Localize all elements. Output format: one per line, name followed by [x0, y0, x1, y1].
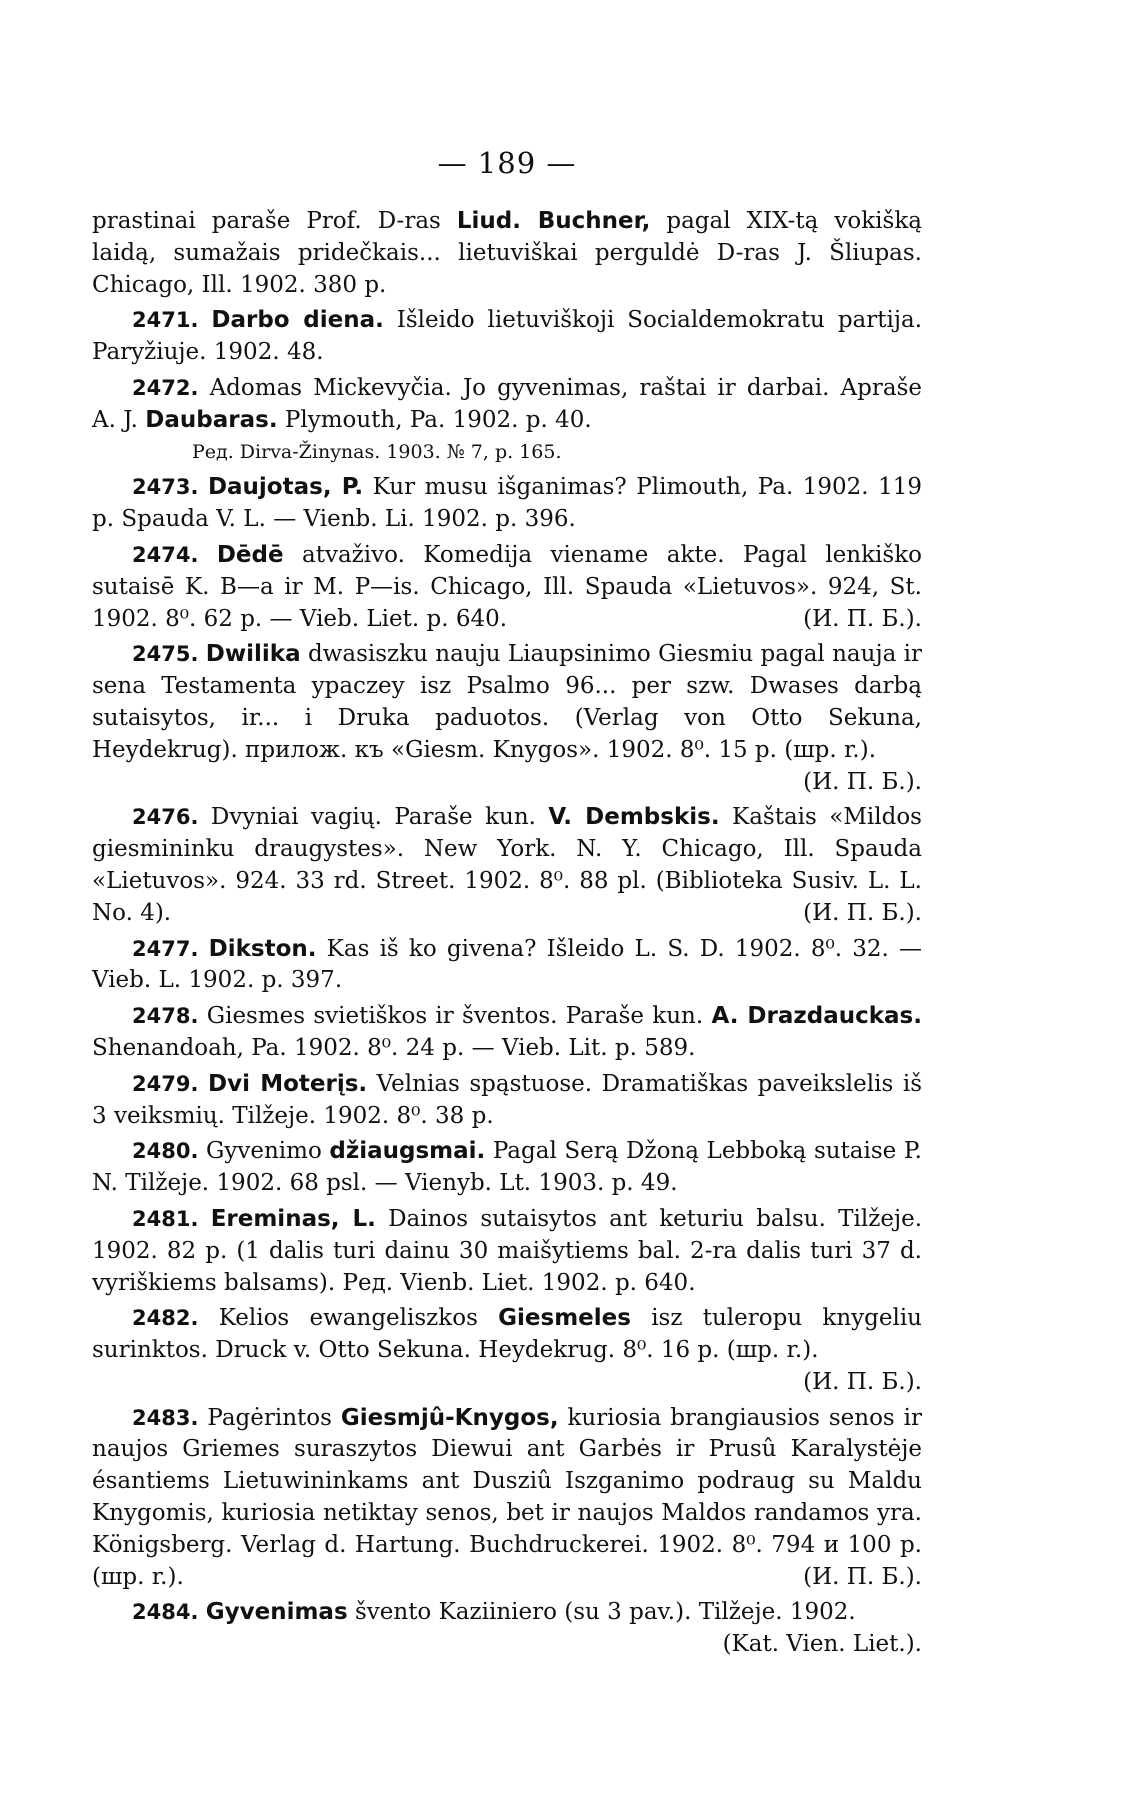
entry-text: Velnias spąstuose. Dramatiškas paveikslelis iš 3 veiksmių. Tilžeje. 1902. 8⁰. 38 p. [92, 1070, 922, 1129]
entry-pre: Gyvenimo [198, 1138, 330, 1165]
entry-2478 [92, 1001, 922, 1065]
entry-text: švento Kaziiniero (su 3 pav.). Tilžeje. 1902. [347, 1599, 856, 1626]
entry-2476 [92, 802, 922, 929]
entry-pre: Dvyniai vagių. Paraše kun. [198, 804, 549, 831]
entry-source-tag: (И. П. Б.). [803, 768, 922, 795]
entry-number: 2476. [132, 805, 199, 830]
entry-number: 2480. [132, 1139, 199, 1164]
entry-text: Shenandoah, Pa. 1902. 8⁰. 24 p. — Vieb. Lit. p. 589. [92, 1034, 696, 1061]
bibliography-text [92, 206, 922, 1661]
entry-2475 [92, 639, 922, 798]
entry-pre: Pagėrintos [198, 1404, 341, 1431]
entry-reference: Ред. Dirva-Žinynas. 1903. № 7, p. 165. [192, 440, 562, 463]
entry-2482 [92, 1303, 922, 1398]
entry-text: kuriosia brangiausios senos ir naujos Griemes suraszytos Diewui ant Garbės ir Prusû Karalystėje ésantiems Lietuwininkams ant Dusziû Iszganimo podraug su Maldu Knygomis, kuriosia netiktay senos, bet ir naujos Maldos randamos yra. Königsberg. Verlag d. Hartung. Buchdruckerei. 1902. 8⁰. 794 и 100 p. (шр. r.). [92, 1404, 923, 1590]
lead-text-1: prastinai paraše Prof. D-ras [92, 208, 457, 234]
entry-2484 [92, 1597, 922, 1658]
entry-text: Pagal Serą Džoną Lebboką sutaise P. N. Tilžeje. 1902. 68 psl. — Vienyb. Lt. 1903. p. 49. [92, 1138, 922, 1197]
entry-number: 2473. [132, 475, 199, 500]
entry-2481 [92, 1204, 922, 1299]
entry-title: Gyvenimas [205, 1599, 348, 1626]
page-number: — 189 — [437, 146, 577, 180]
entry-title: Daubaras. [145, 406, 278, 433]
entry-2471 [92, 305, 922, 369]
entry-2472 [92, 373, 922, 468]
entry-title: Dwilika [205, 641, 301, 668]
entry-pre: Giesmes svietiškos ir šventos. Paraše kun. [198, 1003, 712, 1030]
entry-source-tag: (И. П. Б.). [803, 605, 922, 632]
entry-text: Plymouth, Pa. 1902. p. 40. [277, 406, 592, 433]
lead-paragraph [92, 206, 922, 301]
entry-title: džiaugsmai. [329, 1138, 486, 1165]
entry-number: 2482. [132, 1306, 199, 1331]
entry-text: dwasiszku nauju Liaupsinimo Giesmiu pagal nauja ir sena Testamenta ypaczey isz Psalmo 96... per szw. Dwases darbą sutaisytos, ir... i Druka paduotos. (Verlag von Otto Sekuna, Heydekrug). прилож. къ «Giesm. Knygos». 1902. 8⁰. 15 p. (шр. r.). [92, 641, 922, 763]
lead-text-2: pagal XIX-tą vokišką laidą, sumažais pridečkais... lietuviškai perguldė D-ras J. Šliupas. Chicago, Ill. 1902. 380 p. [92, 208, 922, 298]
entry-text: Kur musu išganimas? Plimouth, Pa. 1902. 119 p. Spauda V. L. — Vienb. Li. 1902. p. 396. [92, 474, 922, 533]
entry-title: Dvi Moterįs. [207, 1070, 368, 1097]
entry-number: 2481. [132, 1206, 199, 1231]
entry-title: A. Drazdauckas. [711, 1003, 922, 1030]
entry-text: atvaživo. Komedija viename akte. Pagal lenkiško sutaisē K. B—a ir M. P—is. Chicago, Ill. Spauda «Lietuvos». 924, St. 1902. 8⁰. 62 p. — Vieb. Liet. p. 640. [92, 541, 922, 632]
entry-title: Daujotas, P. [207, 474, 364, 501]
entry-source-tag: (Kat. Vien. Liet.). [722, 1631, 922, 1658]
entry-2473 [92, 472, 922, 536]
entry-number: 2475. [132, 642, 199, 667]
entry-number: 2472. [132, 375, 199, 400]
entry-2480 [92, 1136, 922, 1200]
entry-number: 2479. [132, 1071, 199, 1096]
entry-number: 2484. [132, 1600, 199, 1625]
entry-title: Giesmeles [498, 1305, 631, 1332]
entry-source-tag: (И. П. Б.). [803, 1368, 922, 1395]
entry-text: Kas iš ko givena? Išleido L. S. D. 1902. 8⁰. 32. — Vieb. L. 1902. p. 397. [92, 935, 923, 994]
entry-text: Kaštais «Mildos giesmininku draugystes». New York. N. Y. Chicago, Ill. Spauda «Lietuvos». 924. 33 rd. Street. 1902. 8⁰. 88 pl. (Biblioteka Susiv. L. L. No. 4). [92, 804, 922, 926]
entry-text: isz tuleropu knygeliu surinktos. Druck v. Otto Sekuna. Heydekrug. 8⁰. 16 p. (шр. r.). [92, 1305, 922, 1364]
entry-pre: Adomas Mickevyčia. Jo gyvenimas, raštai ir darbai. Apraše A. J. [92, 374, 922, 433]
entry-title: V. Dembskis. [548, 804, 720, 831]
entry-text: Dainos sutaisytos ant keturiu balsu. Tilžeje. 1902. 82 p. (1 dalis turi dainu 30 maišytiems bal. 2-ra dalis turi 37 d. vyriškiems balsams). Ред. Vienb. Liet. 1902. p. 640. [92, 1205, 923, 1296]
entry-title: Dēdē [216, 541, 284, 568]
entry-number: 2477. [132, 936, 199, 961]
entry-number: 2478. [132, 1004, 199, 1029]
book-page [92, 0, 922, 1802]
entry-source-tag: (И. П. Б.). [803, 1563, 922, 1590]
entry-2477 [92, 934, 922, 998]
entry-number: 2471. [132, 308, 199, 333]
entry-2483 [92, 1403, 922, 1594]
entry-number: 2474. [132, 542, 199, 567]
entry-number: 2483. [132, 1405, 199, 1430]
lead-author: Liud. Buchner, [456, 208, 651, 234]
entry-2474 [92, 540, 922, 635]
entry-title: Dikston. [208, 935, 317, 962]
entry-pre: Kelios ewangeliszkos [198, 1305, 499, 1332]
entry-title: Darbo diena. [211, 307, 384, 334]
entry-2479 [92, 1069, 922, 1133]
entry-text: Išleido lietuviškoji Socialdemokratu partija. Paryžiuje. 1902. 48. [92, 307, 922, 366]
entry-source-tag: (И. П. Б.). [803, 899, 922, 926]
entry-title: Giesmjû-Knygos, [340, 1404, 559, 1431]
entry-title: Ereminas, L. [210, 1205, 376, 1232]
